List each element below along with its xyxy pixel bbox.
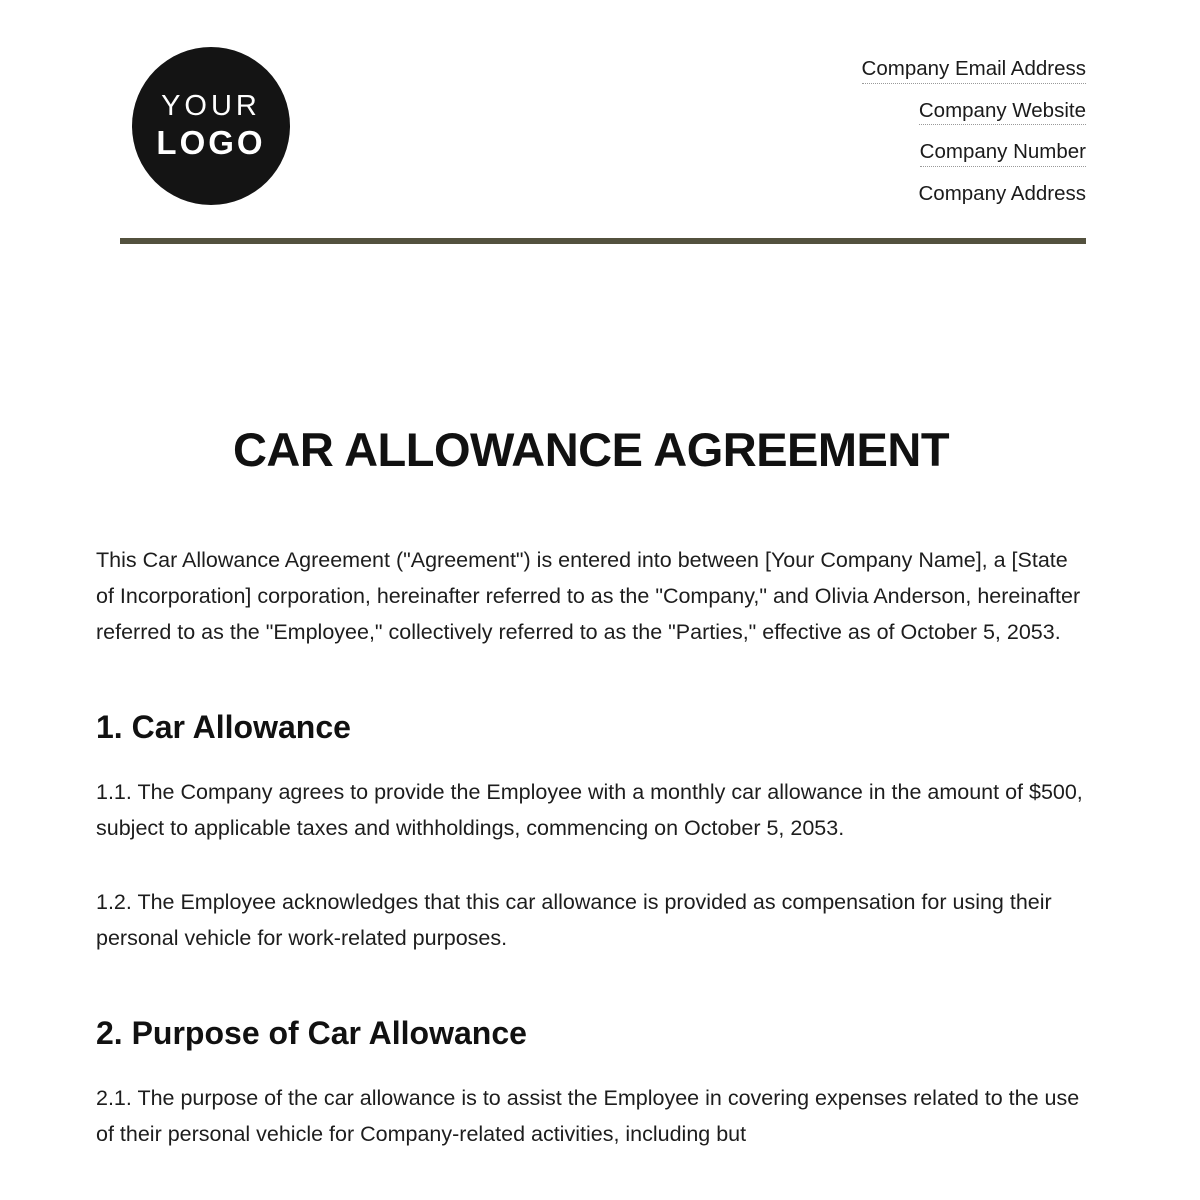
paragraph-1-2: 1.2. The Employee acknowledges that this car allowance is provided as compensation for using their personal vehicle for work-related purposes. — [96, 890, 1052, 951]
company-logo — [132, 47, 290, 205]
logo-text-your: YOUR — [161, 89, 261, 122]
company-address-text: Company Address — [918, 181, 1086, 205]
company-contact-links — [862, 47, 1086, 205]
section-2-heading: 2. Purpose of Car Allowance — [96, 1015, 527, 1052]
section-1-heading: 1. Car Allowance — [96, 709, 351, 746]
paragraph-1-1: 1.1. The Company agrees to provide the Employee with a monthly car allowance in the amount of $500, subject to applicable taxes and withholdings, commencing on October 5, 2053. — [96, 780, 1083, 841]
logo-text-logo: LOGO — [156, 123, 266, 161]
letterhead — [120, 0, 1086, 205]
company-website-link[interactable]: Company Website — [919, 99, 1086, 126]
company-email-link[interactable]: Company Email Address — [862, 57, 1086, 84]
intro-paragraph: This Car Allowance Agreement ("Agreement") is entered into between [Your Company Name], a [State of Incorporation] corporation, hereinafter referred to as the "Company," and Olivia Anderson, hereinafter referred to as the "Employee," collectively referred to as the "Parties," effective as of October 5, 2053. — [96, 548, 1081, 645]
document-body — [96, 422, 1086, 1152]
document-title: CAR ALLOWANCE AGREEMENT — [232, 423, 950, 477]
paragraph-2-1: 2.1. The purpose of the car allowance is to assist the Employee in covering expenses related to the use of their personal vehicle for Company-related activities, including but — [96, 1086, 1080, 1147]
company-number-link[interactable]: Company Number — [920, 140, 1086, 167]
header-divider — [120, 238, 1086, 244]
